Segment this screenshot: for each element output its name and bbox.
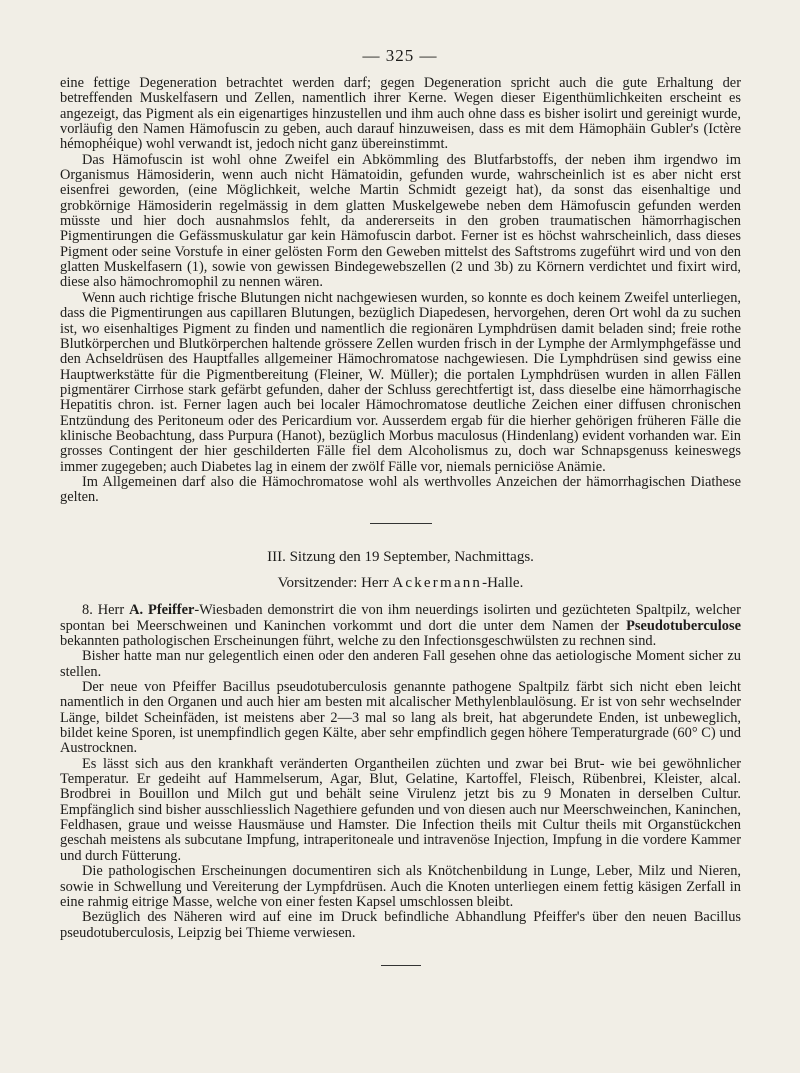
talk-intro-mid: -Wiesbaden demonstrirt die von ihm neuerdings isolirten und gezüchteten Spaltpilz, welcher spontan bei Meerschweinen und Kaninchen vorkommt und dort die unter dem Namen der <box>60 602 741 634</box>
paragraph-bacillus: Der neue von Pfeiffer Bacillus pseudotuberculosis genannte pathogene Spaltpilz färbt sich nicht eben leicht namentlich in den Organen und auch hier am besten mit alcalischer Methylenblaulösung. Er ist von sehr wechselnder Länge, bildet Scheinfäden, ist meistens aber 2—3 mal so lang als breit, hat abgerundete Enden, ist unbeweglich, bildet keine Sporen, ist unempfindlich gegen Kälte, aber sehr empfindlich gegen höhere Temperaturgrade (60° C) und Austrocknen. <box>60 679 741 757</box>
paragraph-reference: Bezüglich des Näheren wird auf eine im Druck befindliche Abhandlung Pfeiffer's über den neuen Bacillus pseudotuberculosis, Leipzig bei Thieme verwiesen. <box>60 909 741 941</box>
end-divider <box>381 965 421 966</box>
page-number: — 325 — <box>362 46 438 65</box>
talk-term: Pseudotuberculose <box>626 617 741 634</box>
talk-speaker: A. Pfeiffer <box>129 602 195 619</box>
paragraph-pathology: Die pathologischen Erscheinungen documentiren sich als Knötchenbildung in Lunge, Leber, Milz und Nieren, sowie in Schwellung und Vereiterung der Lympfdrüsen. Auch die Knoten unterliegen einem fettig käsigen Zerfall in eine rahmig eitrige Masse, welche von einer festen Kapsel umschlossen bleibt. <box>60 863 741 910</box>
chair-name: Ackermann <box>392 574 483 591</box>
talk-intro-start: 8. Herr <box>82 602 125 619</box>
paragraph-culture: Es lässt sich aus den krankhaft veränderten Organtheilen züchten und zwar bei Brut- wie bei gewöhnlicher Temperatur. Er gedeiht auf Hammelserum, Agar, Blut, Gelatine, Kartoffel, Fleisch, Rübenbrei, Kleister, alcal. Brodbrei in Bouillon und Milch gut und behält seine Virulenz jetzt bis zu 9 Monaten in derselben Cultur. Empfänglich sind bisher ausschliesslich Nagethiere gefunden und von diesen auch nur Meerschweinchen, Kaninchen, Feldhasen, graue und weisse Hausmäuse und Hamster. Die Infection theils mit Cultur theils mit Organstückchen geschah meistens als subcutane Impfung, intraperitoneale und intravenöse Injection, Impfung in die vordere Kammer und durch Fütterung. <box>60 755 741 864</box>
paragraph-continuation: eine fettige Degeneration betrachtet werden darf; gegen Degeneration spricht auch die gute Erhaltung der betreffenden Muskelfasern und Zellen, namentlich ihrer Kerne. Wegen dieser Eigenthümlichkeiten erscheint es angezeigt, das Pigment als ein eigenartiges hinzustellen und ihm auch ohne dass es bisher isolirt und gereinigt wurde, vorläufig den Namen Hämofuscin zu geben, auch darauf hinzuweisen, dass es mit dem Hämophäin Gubler's (Ictère hémophéique) wohl verwandt ist, jedoch nicht ganz übereinstimmt. <box>60 75 741 153</box>
paragraph-bleeding: Wenn auch richtige frische Blutungen nicht nachgewiesen wurden, so konnte es doch keinem Zweifel unterliegen, dass die Pigmentirungen aus capillaren Blutungen, bezüglich Diapedesen, hervorgehen, deren Ort wohl da zu suchen ist, wo eisenhaltiges Pigment zu finden und namentlich die regionären Lymphdrüsen damit beladen sind; freie rothe Blutkörperchen und Blutkörperchen haltende grössere Zellen wurden frisch in der Lymphe der Armlymphgefässe und den Achseldrüsen des Hauptfalles allgemeiner Hämochromatose nachgewiesen. Die Lymphdrüsen sind gewiss eine Hauptwerkstätte für die Pigmentbereitung (Fleiner, W. Müller); die portalen Lymphdrüsen wurden in allen Fällen pigmentärer Cirrhose stark gefärbt gefunden, daher der Schluss gerechtfertigt ist, dass dieselbe eine hämorrhagische Hepatitis chron. ist. Ferner lagen auch bei localer Hämochromatose deutliche Zeichen einer diffusen chronischen Entzündung des Peritoneum oder des Pericardium vor. Ausserdem ergab für die hierher gehörigen früheren Fälle die klinische Beobachtung, dass Purpura (Hanot), bezüglich Morbus maculosus (Hindenlang) evident vorhanden war. Ein grosses Contingent der hier geschilderten Fälle fiel dem Alcoholismus zu, doch war Schnapsgenuss keineswegs immer zugegeben; auch Diabetes lag in einem der zwölf Fälle vor, niemals perniciöse Anämie. <box>60 289 741 475</box>
talk-intro-end: bekannten pathologischen Erscheinungen führt, welche zu den Infectionsgeschwülsten zu rechnen sind. <box>60 633 657 649</box>
paragraph-conclusion: Im Allgemeinen darf also die Hämochromatose wohl als werthvolles Anzeichen der hämorrhagischen Diathese gelten. <box>60 473 741 506</box>
paragraph-haemofuscin: Das Hämofuscin ist wohl ohne Zweifel ein Abkömmling des Blutfarbstoffs, der neben ihm irgendwo im Organismus Hämosiderin, wenn auch nicht Hämatoidin, gefunden wurde, wahrscheinlich ist es aber nicht erst eisenfrei geworden, (eine Möglichkeit, welche Martin Schmidt gezeigt hat), da sonst das eisenhaltige und grobkörnige Hämosiderin regelmässig in dem glatten Muskelgewebe neben dem Hämofuscin gefunden werden müsste und hier doch ausnahmslos fehlt, da andererseits in den groben traumatischen hämorrhagischen Pigmentirungen die Gefässmuskulatur gar kein Hämofuscin darbot. Ferner ist es höchst wahrscheinlich, dass dieses Pigment oder seine Vorstufe in einer gelösten Form den Geweben mittelst des Saftstroms zugeführt wird und von den glatten Muskelfasern (1), sowie von gewissen Bindegewebszellen (2 und 3b) zu Körnern verdichtet und fixirt wird, diese also hämochromophil zu nennen wären. <box>60 151 741 291</box>
session-heading: III. Sitzung den 19 September, Nachmittags. <box>267 548 534 565</box>
chair-place: -Halle. <box>482 574 524 591</box>
chair-label: Vorsitzender: Herr <box>277 574 389 591</box>
section-divider <box>370 523 432 524</box>
body-text <box>60 76 741 966</box>
chair-line <box>60 576 741 591</box>
paragraph-history: Bisher hatte man nur gelegentlich einen oder den anderen Fall gesehen ohne das aetiologische Moment sicher zu stellen. <box>60 648 741 680</box>
talk-intro <box>60 603 741 649</box>
